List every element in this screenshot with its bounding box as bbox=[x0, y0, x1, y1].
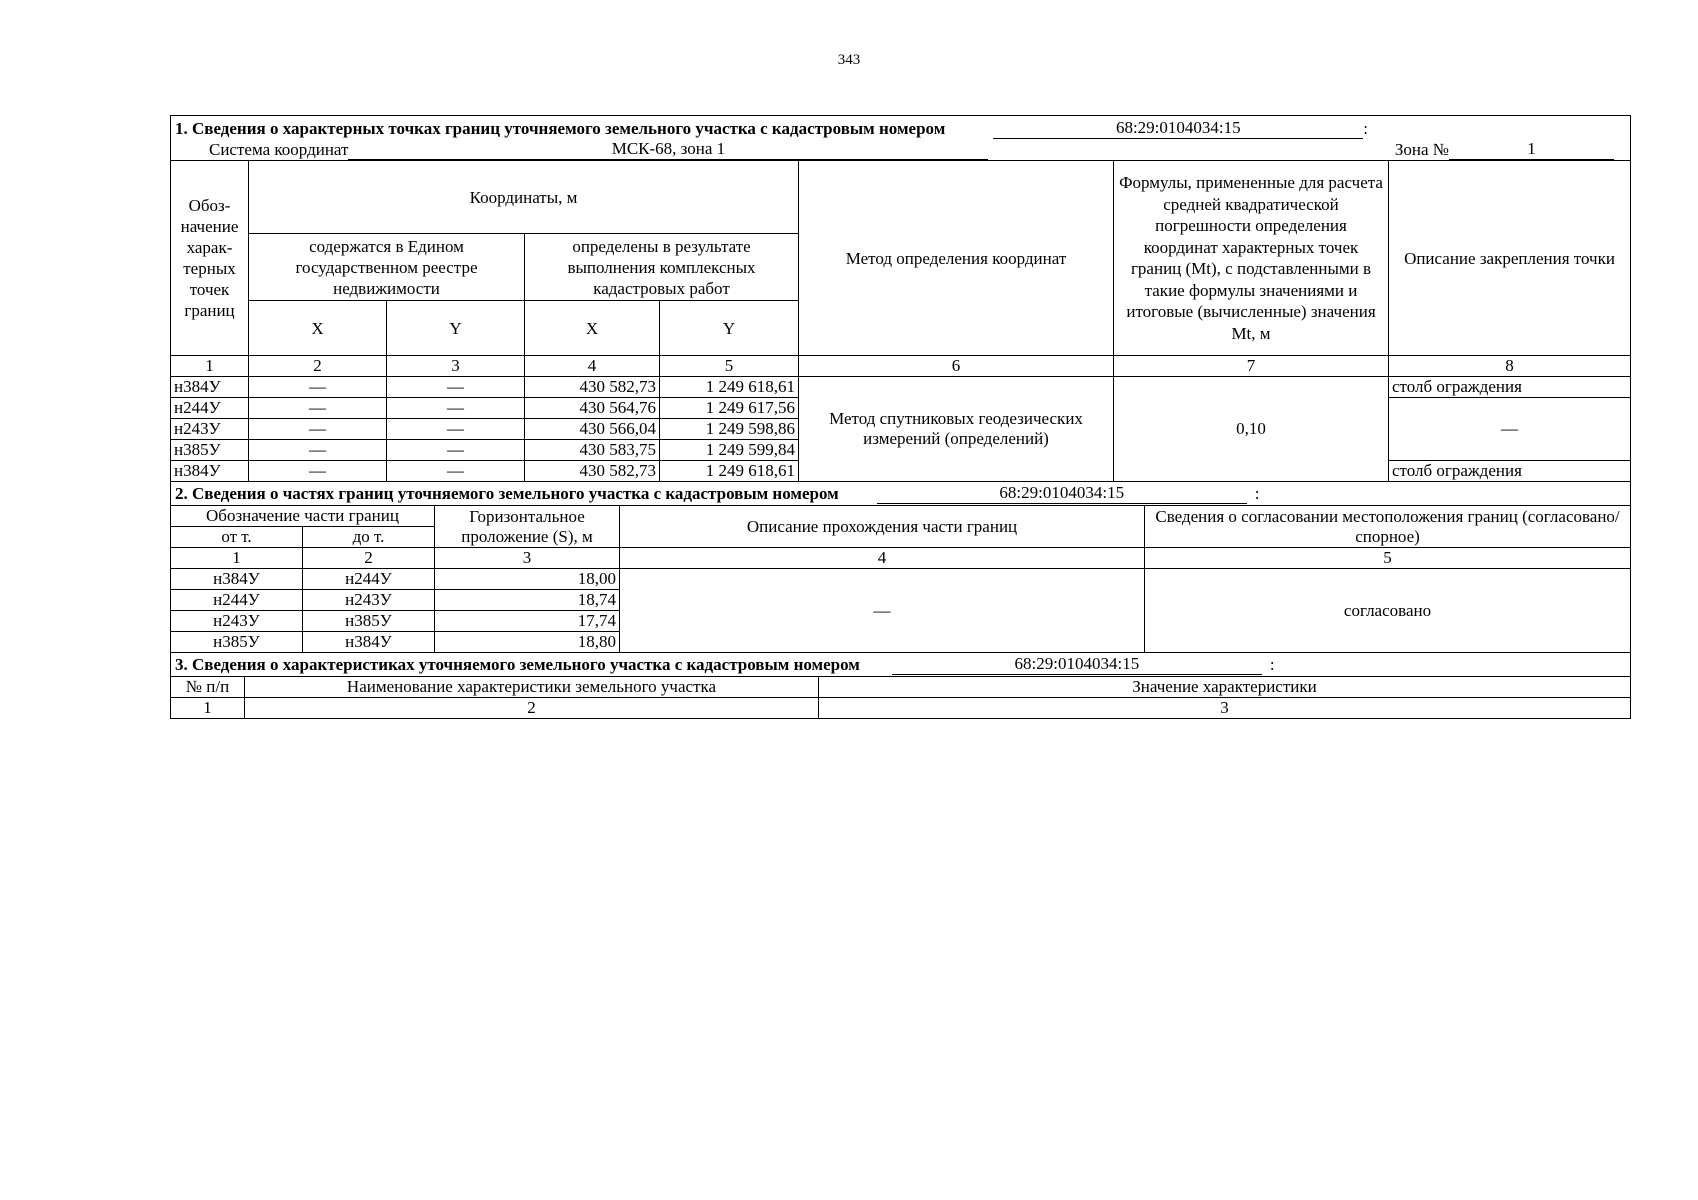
mt-value: 0,10 bbox=[1114, 377, 1389, 482]
page-number: 343 bbox=[837, 52, 861, 68]
col-number: 3 bbox=[435, 548, 620, 569]
header-to: до т. bbox=[303, 527, 435, 548]
col-number: 7 bbox=[1114, 356, 1389, 377]
header-description: Описание прохождения части границ bbox=[620, 506, 1145, 548]
x-egrn: — bbox=[249, 377, 387, 398]
coord-system-label: Система координат bbox=[209, 140, 349, 159]
header-x: X bbox=[525, 301, 660, 356]
x-value: 430 582,73 bbox=[525, 377, 660, 398]
point-name: н244У bbox=[171, 398, 249, 419]
method-value: Метод спутниковых геодезических измерений (определений) bbox=[799, 377, 1114, 482]
section3-cadastral-number: 68:29:0104034:15 bbox=[892, 654, 1262, 675]
y-egrn: — bbox=[387, 440, 525, 461]
section1-title: 1. Сведения о характерных точках границ уточняемого земельного участка с кадастровым номером bbox=[175, 119, 946, 138]
x-value: 430 582,73 bbox=[525, 461, 660, 482]
x-value: 430 564,76 bbox=[525, 398, 660, 419]
col-number: 4 bbox=[620, 548, 1145, 569]
header-horizontal: Горизонтальное проложение (S), м bbox=[435, 506, 620, 548]
header-method: Метод определения координат bbox=[799, 161, 1114, 356]
header-formulas: Формулы, примененные для расчета средней квадратической погрешности определения координат характерных точек границ (Mt), с подставленными в такие формулы значениями и итоговые (вычисленные) значения Mt, м bbox=[1114, 161, 1389, 356]
header-x-egrn: X bbox=[249, 301, 387, 356]
s-value: 18,00 bbox=[435, 569, 620, 590]
section1-heading bbox=[171, 116, 1631, 161]
header-agreement: Сведения о согласовании местоположения границ (согласовано/спорное) bbox=[1145, 506, 1631, 548]
section2-colon: : bbox=[1254, 484, 1260, 503]
y-value: 1 249 598,86 bbox=[660, 419, 799, 440]
header-part-designation: Обозначение части границ bbox=[171, 506, 435, 527]
col-number: 2 bbox=[245, 698, 819, 719]
col-number: 3 bbox=[387, 356, 525, 377]
section2-title: 2. Сведения о частях границ уточняемого земельного участка с кадастровым номером bbox=[175, 484, 839, 503]
section2-heading bbox=[171, 482, 1631, 506]
y-egrn: — bbox=[387, 461, 525, 482]
description-value: — bbox=[620, 569, 1145, 653]
point-name: н384У bbox=[171, 461, 249, 482]
section2-cadastral-number: 68:29:0104034:15 bbox=[877, 483, 1247, 504]
section3-colon: : bbox=[1269, 655, 1275, 674]
zone-value: 1 bbox=[1449, 139, 1614, 160]
section3-title: 3. Сведения о характеристиках уточняемого земельного участка с кадастровым номером bbox=[175, 655, 860, 674]
to-point: н384У bbox=[303, 632, 435, 653]
section1-colon: : bbox=[1363, 119, 1369, 138]
y-egrn: — bbox=[387, 377, 525, 398]
col-number: 3 bbox=[819, 698, 1631, 719]
table-row bbox=[171, 569, 1631, 590]
s-value: 18,74 bbox=[435, 590, 620, 611]
section3-table bbox=[170, 652, 1631, 719]
from-point: н385У bbox=[171, 632, 303, 653]
s-value: 17,74 bbox=[435, 611, 620, 632]
header-num: № п/п bbox=[171, 677, 245, 698]
y-value: 1 249 617,56 bbox=[660, 398, 799, 419]
section3-heading bbox=[171, 653, 1631, 677]
section2-table bbox=[170, 481, 1631, 653]
col-number: 4 bbox=[525, 356, 660, 377]
y-value: 1 249 599,84 bbox=[660, 440, 799, 461]
col-number: 2 bbox=[249, 356, 387, 377]
y-egrn: — bbox=[387, 419, 525, 440]
x-egrn: — bbox=[249, 440, 387, 461]
header-coordinates: Координаты, м bbox=[249, 161, 799, 234]
from-point: н244У bbox=[171, 590, 303, 611]
cadastral-sheet bbox=[170, 115, 1630, 719]
point-name: н385У bbox=[171, 440, 249, 461]
col-number: 8 bbox=[1389, 356, 1631, 377]
y-value: 1 249 618,61 bbox=[660, 461, 799, 482]
x-value: 430 583,75 bbox=[525, 440, 660, 461]
header-designation: Обоз-начение харак-терных точек границ bbox=[171, 161, 249, 356]
header-from: от т. bbox=[171, 527, 303, 548]
header-egrn: содержатся в Едином государственном реестре недвижимости bbox=[249, 234, 525, 301]
x-egrn: — bbox=[249, 398, 387, 419]
fixing-value: столб ограждения bbox=[1389, 377, 1631, 398]
coord-system-value: МСК-68, зона 1 bbox=[348, 139, 988, 160]
header-y: Y bbox=[660, 301, 799, 356]
col-number: 5 bbox=[1145, 548, 1631, 569]
point-name: н384У bbox=[171, 377, 249, 398]
col-number: 5 bbox=[660, 356, 799, 377]
col-number: 6 bbox=[799, 356, 1114, 377]
to-point: н385У bbox=[303, 611, 435, 632]
y-egrn: — bbox=[387, 398, 525, 419]
to-point: н243У bbox=[303, 590, 435, 611]
point-name: н243У bbox=[171, 419, 249, 440]
col-number: 1 bbox=[171, 356, 249, 377]
zone-label: Зона № bbox=[1394, 140, 1450, 159]
fixing-value: — bbox=[1389, 398, 1631, 461]
from-point: н384У bbox=[171, 569, 303, 590]
y-value: 1 249 618,61 bbox=[660, 377, 799, 398]
col-number: 2 bbox=[303, 548, 435, 569]
s-value: 18,80 bbox=[435, 632, 620, 653]
col-number: 1 bbox=[171, 548, 303, 569]
x-egrn: — bbox=[249, 461, 387, 482]
to-point: н244У bbox=[303, 569, 435, 590]
section1-table bbox=[170, 115, 1631, 482]
col-number: 1 bbox=[171, 698, 245, 719]
x-value: 430 566,04 bbox=[525, 419, 660, 440]
header-complex: определены в результате выполнения комплексных кадастровых работ bbox=[525, 234, 799, 301]
from-point: н243У bbox=[171, 611, 303, 632]
header-fixing: Описание закрепления точки bbox=[1389, 161, 1631, 356]
fixing-value: столб ограждения bbox=[1389, 461, 1631, 482]
header-y-egrn: Y bbox=[387, 301, 525, 356]
table-row bbox=[171, 377, 1631, 398]
section1-cadastral-number: 68:29:0104034:15 bbox=[993, 118, 1363, 139]
header-name: Наименование характеристики земельного участка bbox=[245, 677, 819, 698]
x-egrn: — bbox=[249, 419, 387, 440]
header-value: Значение характеристики bbox=[819, 677, 1631, 698]
agreement-value: согласовано bbox=[1145, 569, 1631, 653]
